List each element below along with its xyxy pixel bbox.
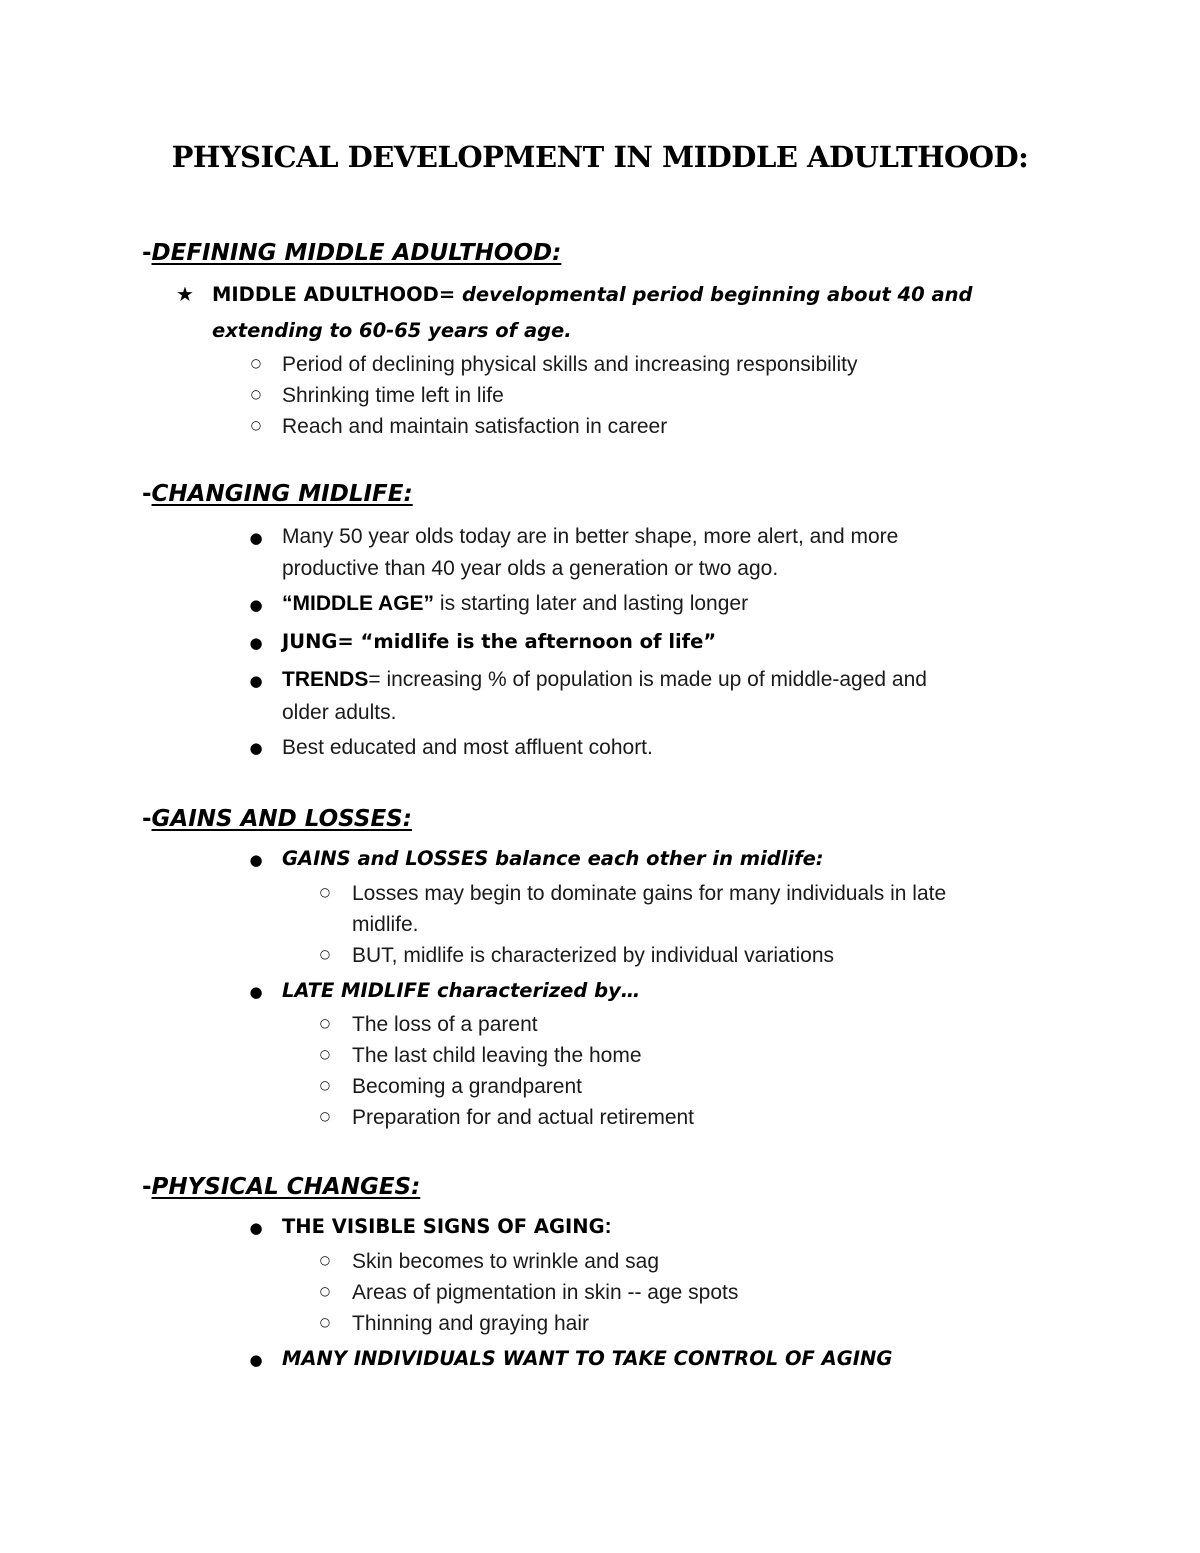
dot-bullet-icon: ●: [249, 851, 263, 869]
circle-bullet-icon: ○: [250, 418, 262, 432]
list-item: Losses may begin to dominate gains for many individuals in late: [352, 882, 947, 905]
list-item: Period of declining physical skills and increasing responsibility: [282, 353, 858, 376]
list-item: TRENDS= increasing % of population is made up of middle-aged and: [282, 668, 927, 691]
circle-bullet-icon: ○: [319, 1016, 331, 1030]
circle-bullet-icon: ○: [319, 1109, 331, 1123]
definition-line-1: MIDDLE ADULTHOOD= developmental period beginning about 40 and: [212, 283, 973, 306]
star-bullet-icon: ★: [176, 282, 194, 306]
list-item: Shrinking time left in life: [282, 384, 504, 407]
list-item: Best educated and most affluent cohort.: [282, 736, 653, 759]
list-item: Many 50 year olds today are in better shape, more alert, and more: [282, 525, 899, 548]
list-item: The last child leaving the home: [352, 1044, 642, 1067]
list-item: Reach and maintain satisfaction in career: [282, 415, 668, 438]
definition-line-2: extending to 60-65 years of age.: [212, 319, 572, 342]
list-item: Skin becomes to wrinkle and sag: [352, 1250, 659, 1273]
list-item: Areas of pigmentation in skin -- age spots: [352, 1281, 739, 1304]
page-title: PHYSICAL DEVELOPMENT IN MIDDLE ADULTHOOD:: [171, 140, 1029, 174]
circle-bullet-icon: ○: [319, 1253, 331, 1267]
list-item: The loss of a parent: [352, 1013, 538, 1036]
dot-bullet-icon: ●: [249, 596, 263, 614]
list-item: JUNG= “midlife is the afternoon of life”: [282, 630, 717, 653]
dot-bullet-icon: ●: [249, 1219, 263, 1237]
list-item: Preparation for and actual retirement: [352, 1106, 695, 1129]
circle-bullet-icon: ○: [319, 1078, 331, 1092]
list-item: “MIDDLE AGE” is starting later and lasting longer: [282, 592, 749, 615]
list-item-continued: older adults.: [282, 701, 397, 724]
circle-bullet-icon: ○: [319, 885, 331, 899]
list-item-continued: midlife.: [352, 913, 419, 936]
list-item: GAINS and LOSSES balance each other in midlife:: [282, 847, 824, 870]
list-item: LATE MIDLIFE characterized by…: [282, 979, 641, 1002]
circle-bullet-icon: ○: [319, 947, 331, 961]
section-heading-physical: -PHYSICAL CHANGES:: [142, 1174, 421, 1200]
list-item: MANY INDIVIDUALS WANT TO TAKE CONTROL OF AGING: [282, 1347, 893, 1370]
dot-bullet-icon: ●: [249, 1351, 263, 1369]
list-item: BUT, midlife is characterized by individual variations: [352, 944, 835, 967]
circle-bullet-icon: ○: [250, 356, 262, 370]
dot-bullet-icon: ●: [249, 634, 263, 652]
dot-bullet-icon: ●: [249, 983, 263, 1001]
list-item: THE VISIBLE SIGNS OF AGING:: [282, 1215, 612, 1238]
circle-bullet-icon: ○: [250, 387, 262, 401]
list-item: Thinning and graying hair: [352, 1312, 589, 1335]
dot-bullet-icon: ●: [249, 672, 263, 690]
section-heading-defining: -DEFINING MIDDLE ADULTHOOD:: [142, 240, 562, 266]
circle-bullet-icon: ○: [319, 1047, 331, 1061]
section-heading-changing: -CHANGING MIDLIFE:: [142, 481, 413, 507]
circle-bullet-icon: ○: [319, 1315, 331, 1329]
dot-bullet-icon: ●: [249, 529, 263, 547]
list-item: Becoming a grandparent: [352, 1075, 582, 1098]
list-item-continued: productive than 40 year olds a generation or two ago.: [282, 557, 779, 580]
dot-bullet-icon: ●: [249, 739, 263, 757]
section-heading-gains: -GAINS AND LOSSES:: [142, 806, 412, 832]
circle-bullet-icon: ○: [319, 1284, 331, 1298]
